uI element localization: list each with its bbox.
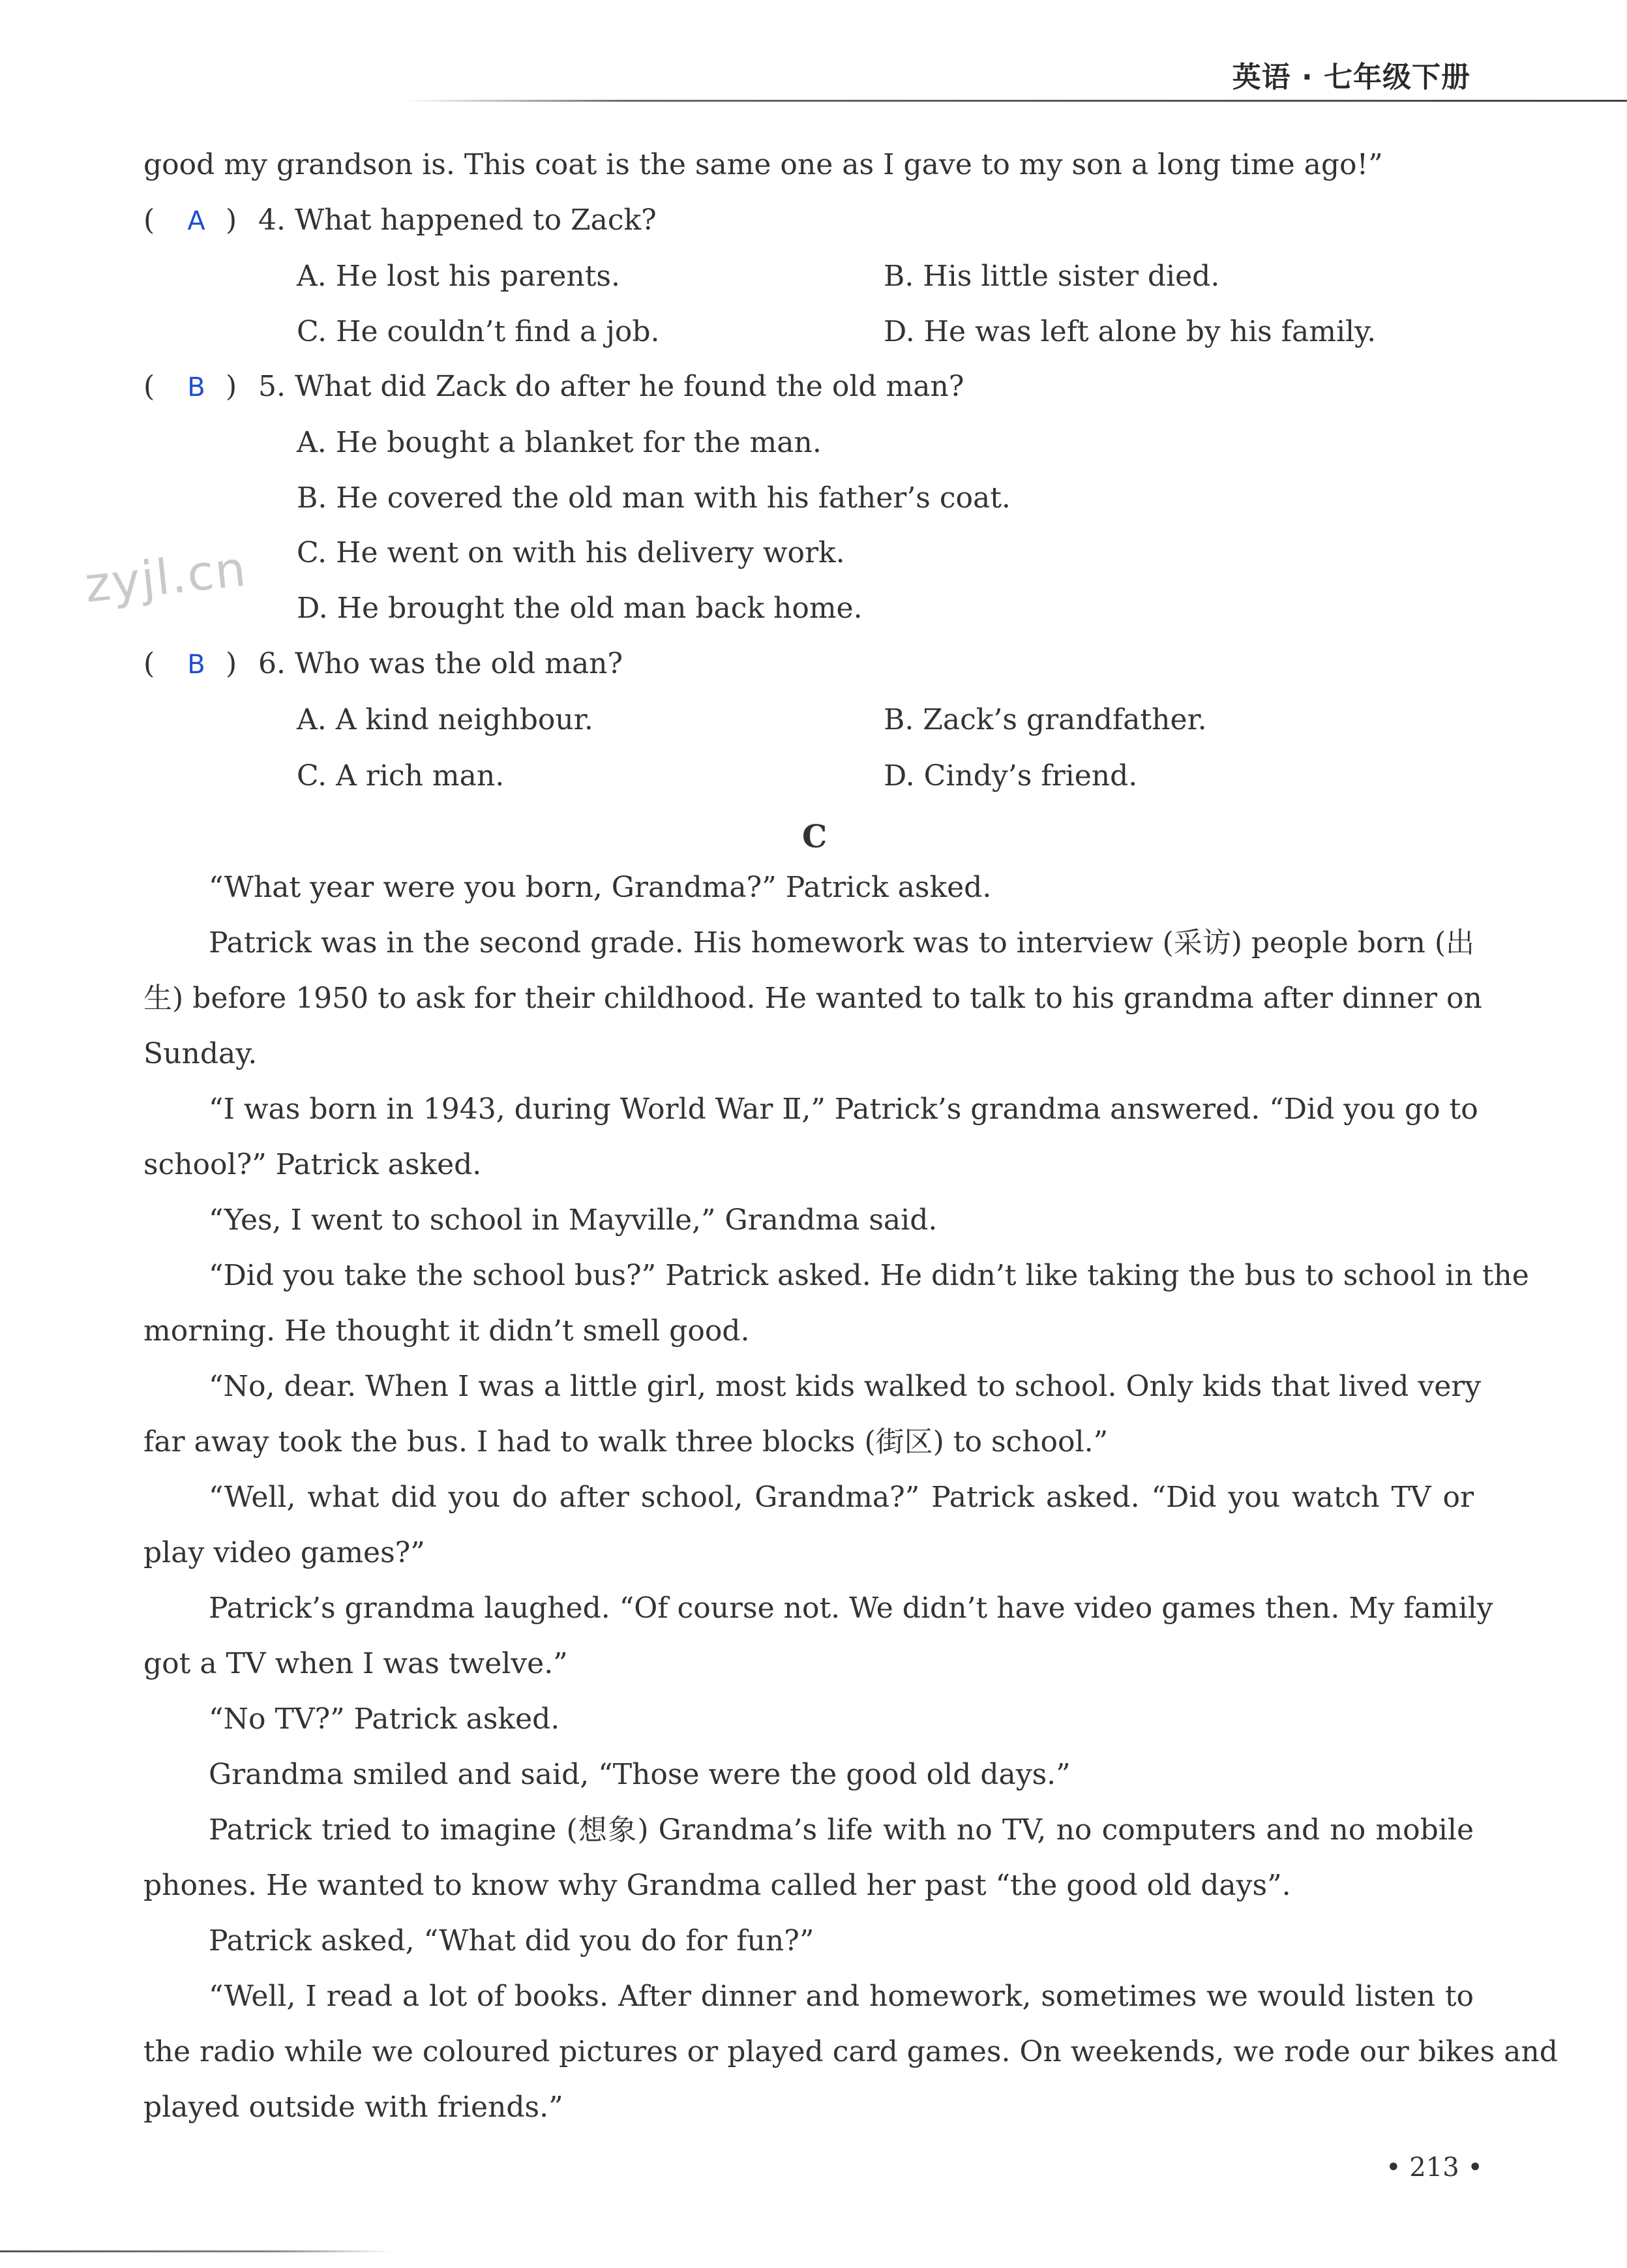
question-4-text: 4. What happened to Zack? (258, 204, 657, 237)
passage-line: “No TV?” Patrick asked. (209, 1702, 560, 1736)
passage-line: Patrick’s grandma laughed. “Of course not. We didn’t have video games then. My family (209, 1592, 1493, 1625)
question-5-text: 5. What did Zack do after he found the old man? (258, 370, 964, 403)
question-6-text: 6. Who was the old man? (258, 647, 623, 680)
passage-line: Patrick asked, “What did you do for fun?” (209, 1924, 814, 1958)
question-6 (143, 646, 623, 683)
q5-option-d: D. He brought the old man back home. (297, 592, 863, 625)
header-title: 英语 · 七年级下册 (1232, 61, 1470, 94)
passage-line: Grandma smiled and said, “Those were the good old days.” (209, 1758, 1071, 1791)
paren-close: ) (226, 647, 237, 680)
passage-line: “Well, what did you do after school, Grandma?” Patrick asked. “Did you watch TV or (209, 1481, 1474, 1514)
paren-open: ( (143, 647, 155, 680)
passage-line: 生) before 1950 to ask for their childhood. He wanted to talk to his grandma after dinner on (143, 982, 1482, 1015)
passage-line: “I was born in 1943, during World War Ⅱ,” Patrick’s grandma answered. “Did you go to (209, 1093, 1478, 1126)
passage-line: play video games?” (143, 1536, 425, 1569)
q4-option-b: B. His little sister died. (884, 260, 1220, 293)
passage-line: phones. He wanted to know why Grandma called her past “the good old days”. (143, 1869, 1291, 1902)
q5-option-a: A. He bought a blanket for the man. (297, 426, 822, 459)
section-c-heading: C (802, 819, 828, 855)
passage-line: “No, dear. When I was a little girl, most kids walked to school. Only kids that lived very (209, 1370, 1482, 1403)
passage-line: Sunday. (143, 1037, 258, 1070)
page-number: • 213 • (1386, 2153, 1483, 2183)
passage-line: Patrick tried to imagine (想象) Grandma’s life with no TV, no computers and no mobile (209, 1813, 1474, 1847)
q6-option-a: A. A kind neighbour. (297, 703, 593, 736)
passage-line: “Yes, I went to school in Mayville,” Grandma said. (209, 1203, 938, 1237)
header-rule (404, 100, 1627, 102)
passage-line: played outside with friends.” (143, 2091, 563, 2124)
passage-line: far away took the bus. I had to walk three blocks (街区) to school.” (143, 1425, 1109, 1459)
answer-4: A (187, 206, 205, 236)
passage-line: school?” Patrick asked. (143, 1148, 482, 1181)
q4-option-c: C. He couldn’t find a job. (297, 315, 660, 348)
watermark: zyjl.cn (82, 541, 250, 614)
paren-close: ) (226, 370, 237, 403)
passage-line: “What year were you born, Grandma?” Patrick asked. (209, 871, 992, 904)
q4-option-a: A. He lost his parents. (297, 260, 620, 293)
passage-b-tail: good my grandson is. This coat is the same one as I gave to my son a long time ago!” (143, 148, 1383, 181)
answer-5: B (187, 372, 205, 402)
paren-open: ( (143, 204, 155, 237)
q4-option-d: D. He was left alone by his family. (884, 315, 1377, 348)
footer-rule (0, 2250, 391, 2252)
q5-option-b: B. He covered the old man with his father’s coat. (297, 481, 1011, 515)
passage-line: “Well, I read a lot of books. After dinner and homework, sometimes we would listen to (209, 1980, 1474, 2013)
q6-option-b: B. Zack’s grandfather. (884, 703, 1207, 736)
q6-option-c: C. A rich man. (297, 759, 505, 793)
question-5 (143, 369, 964, 406)
q6-option-d: D. Cindy’s friend. (884, 759, 1138, 793)
q5-option-c: C. He went on with his delivery work. (297, 536, 845, 569)
passage-line: the radio while we coloured pictures or played card games. On weekends, we rode our bikes and (143, 2035, 1558, 2068)
paren-open: ( (143, 370, 155, 403)
answer-6: B (187, 650, 205, 680)
question-4 (143, 202, 657, 239)
paren-close: ) (226, 204, 237, 237)
passage-line: Patrick was in the second grade. His homework was to interview (采访) people born (出 (209, 926, 1474, 960)
passage-line: got a TV when I was twelve.” (143, 1647, 568, 1680)
passage-line: morning. He thought it didn’t smell good. (143, 1314, 750, 1348)
passage-line: “Did you take the school bus?” Patrick asked. He didn’t like taking the bus to school in the (209, 1259, 1529, 1292)
